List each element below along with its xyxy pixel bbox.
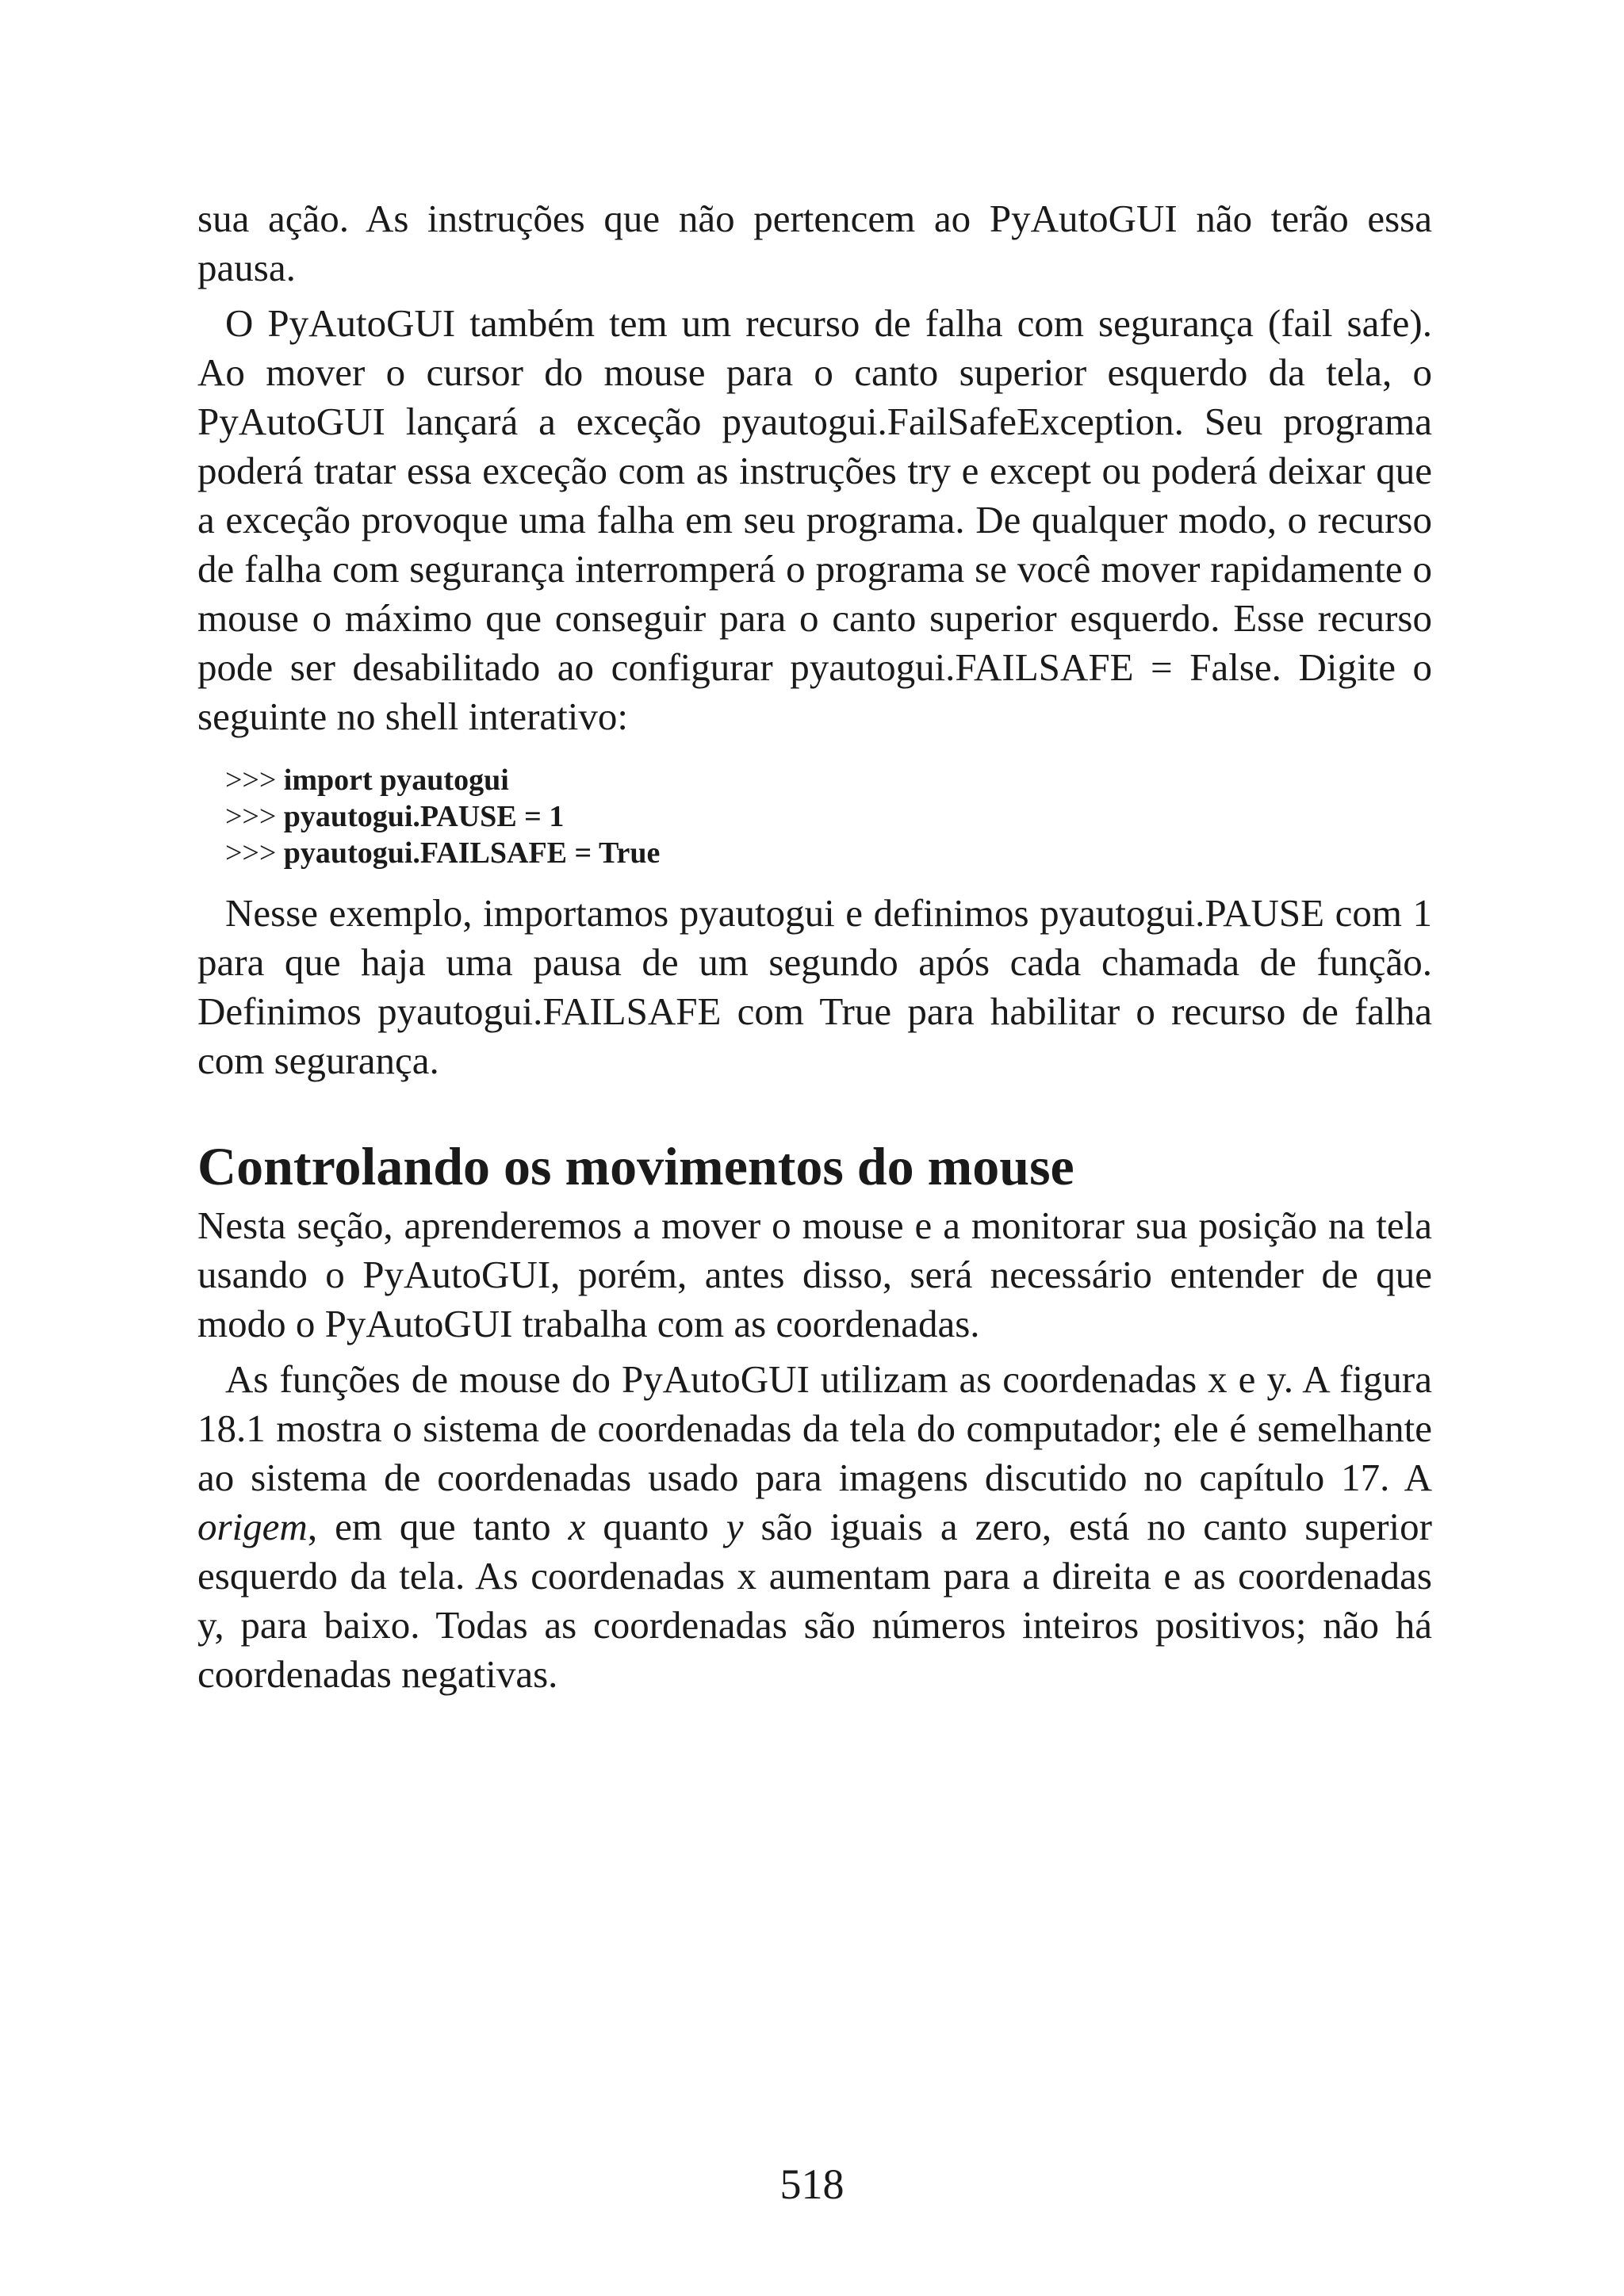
text-run: quanto [585,1505,726,1548]
code-line [225,835,1432,871]
paragraph-continuation: sua ação. As instruções que não pertencem ao PyAutoGUI não terão essa pausa. [197,197,1432,289]
text-run: As funções de mouse do PyAutoGUI utilizam as coordenadas x e y. A figura 18.1 mostra o sistema de coordenadas da tela do computador; ele é semelhante ao sistema de coordenadas usado para imagens discutido no capítulo 17. A [197,1357,1432,1499]
paragraph-section-intro: Nesta seção, aprenderemos a mover o mouse e a monitorar sua posição na tela usando o PyAutoGUI, porém, antes disso, será necessário entender de que modo o PyAutoGUI trabalha com as coordenadas. [197,1203,1432,1345]
code-command: import pyautogui [283,763,509,797]
code-command: pyautogui.PAUSE = 1 [283,800,565,833]
paragraph-example-explanation: Nesse exemplo, importamos pyautogui e definimos pyautogui.PAUSE com 1 para que haja uma pausa de um segundo após cada chamada de função. Definimos pyautogui.FAILSAFE com True para habilitar o recurso de falha com segurança. [197,891,1432,1082]
code-command: pyautogui.FAILSAFE = True [283,836,661,870]
page-number: 518 [779,2160,845,2208]
code-listing [225,762,1432,871]
page-body [197,194,1432,1699]
emphasis-y: y [726,1505,744,1548]
code-line [225,762,1432,798]
code-prompt: >>> [225,836,284,870]
code-line [225,798,1432,835]
paragraph-fail-safe: O PyAutoGUI também tem um recurso de falha com segurança (fail safe). Ao mover o cursor do mouse para o canto superior esquerdo da tela, o PyAutoGUI lançará a exceção pyautogui.FailSafeException. Seu programa poderá tratar essa exceção com as instruções try e except ou poderá deixar que a exceção provoque uma falha em seu programa. De qualquer modo, o recurso de falha com segurança interromperá o programa se você mover rapidamente o mouse o máximo que conseguir para o canto superior esquerdo. Esse recurso pode ser desabilitado ao configurar pyautogui.FAILSAFE = False. Digite o seguinte no shell interativo: [197,301,1432,738]
code-prompt: >>> [225,763,284,797]
code-prompt: >>> [225,800,284,833]
emphasis-x: x [568,1505,586,1548]
section-heading: Controlando os movimentos do mouse [197,1136,1074,1196]
paragraph-coordinates [197,1355,1432,1699]
emphasis-origem: origem [197,1505,308,1548]
text-run: , em que tanto [307,1505,569,1548]
text-run: são iguais a zero, está no canto superior esquerdo da tela. As coordenadas x aumentam para a direita e as coordenadas y, para baixo. Todas as coordenadas são números inteiros positivos; não há coordenadas negativas. [197,1505,1432,1696]
